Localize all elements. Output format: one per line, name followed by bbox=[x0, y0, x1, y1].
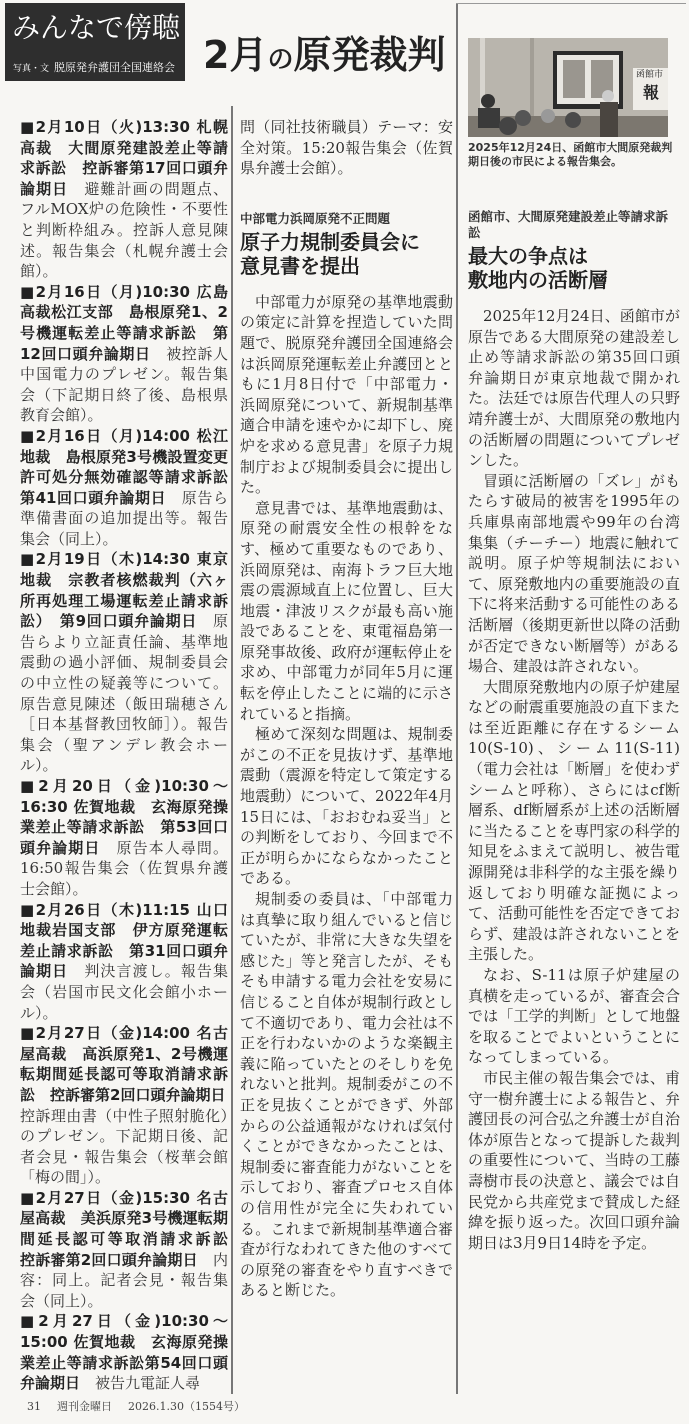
series-label-box bbox=[5, 3, 185, 81]
title-part: 2月 bbox=[203, 33, 268, 77]
headline-line: 原子力規制委員会に bbox=[240, 229, 420, 254]
article2-kicker: 函館市、大間原発建設差止等請求訴訟 bbox=[468, 209, 669, 240]
article-column-right bbox=[468, 38, 680, 1253]
schedule-entry bbox=[20, 900, 228, 1024]
schedule-entry-head: ■2月26日（木)11:15 山口地裁岩国支部 伊方原発運転差止請求訴訟 第31回口頭弁論期日 bbox=[20, 900, 228, 981]
credit-label: 写真・文 bbox=[13, 64, 50, 74]
paragraph: 大間原発敷地内の原子炉建屋などの耐震重要施設の直下または至近距離に存在するシーム10(S-10)、シーム11(S-11)（電力会社は「断層」を使わずシームと呼称）、さらにはcf断層系、df断層系が上述の活断層に当たることを専門家の科学的知見をふまえて説明し、被告電源開発は非科学的な主張を繰り返しており明確な証拠によって、活動可能性を否定できておらず、建設は許されないことを主張した。 bbox=[468, 677, 680, 964]
schedule-entry bbox=[20, 117, 228, 282]
paragraph: 中部電力が原発の基準地震動の策定に計算を捏造していた問題で、脱原発弁護団全国連絡会は浜岡原発運転差止弁護団とともに1月8日付で「中部電力・浜岡原発について、新規制基準適合申請を速やかに却下し、廃炉を求める意見書」を原子力規制庁および規制委員会に提出した。 bbox=[240, 292, 453, 497]
paragraph: 市民主催の報告集会では、甫守一樹弁護士による報告と、弁護団長の河合弘之弁護士が自治体が原告となって提訴した裁判の重要性について、当時の工藤壽樹市長の決意と、議会では自民党から共産党まで賛成した経緯を振り返った。次回口頭弁論期日は3月9日14時を予定。 bbox=[468, 1068, 680, 1252]
schedule-entry-body: 原告らより立証責任論、基準地震動の過小評価、規制委員会の中立性の疑義等について。原告意見陳述（飯田瑞穂さん［日本基督教団牧師］）。報告集会（聖アンデレ教会ホール）。 bbox=[20, 612, 228, 775]
schedule-entry-head: ■2月27日（金)14:00 名古屋高裁 高浜原発1、2号機運転期間延長認可等取消請求訴訟 控訴審第2回口頭弁論期日 bbox=[20, 1024, 228, 1104]
schedule-entry bbox=[20, 426, 244, 550]
schedule-entry bbox=[20, 549, 228, 776]
schedule-entry bbox=[20, 776, 228, 900]
headline-line: 最大の争点は bbox=[468, 244, 588, 268]
paragraph: 2025年12月24日、函館市が原告である大間原発の建設差し止め等請求訴訟の第35回口頭弁論期日が東京地裁で開かれた。法廷では原告代理人の只野靖弁護士が、大間原発の敷地内の活断層の問題についてプレゼンした。 bbox=[468, 307, 680, 470]
schedule-entry-head: ■2月16日（月)14:00 松江地裁 島根原発3号機設置変更許可処分無効確認等請求訴訟 第41回口頭弁論期日 bbox=[20, 426, 244, 507]
headline-line: 敷地内の活断層 bbox=[468, 268, 608, 292]
headline-line: 意見書を提出 bbox=[240, 253, 360, 278]
article-column-middle bbox=[240, 117, 453, 1301]
column-divider bbox=[231, 106, 233, 1394]
sign-text: 函館市 bbox=[636, 70, 664, 80]
schedule-entry-head: ■2月19日（木)14:30 東京地裁 宗教者核燃裁判（六ヶ所再処理工場運転差止請求訴訟） 第9回口頭弁論期日 bbox=[20, 550, 228, 631]
publication-name: 週刊金曜日 bbox=[57, 1400, 112, 1413]
title-part: 原発裁判 bbox=[293, 33, 446, 77]
page-number: 31 bbox=[27, 1400, 41, 1413]
schedule-entry-body: 原告ら準備書面の追加提出等。報告集会（同上）。 bbox=[20, 488, 228, 548]
article2-headline bbox=[468, 244, 680, 292]
schedule-entry-body: 避難計画の問題点、フルMOX炉の危険性・不要性と判断枠組み。控訴人意見陳述。報告集会（札幌弁護士会館）。 bbox=[20, 179, 228, 281]
title-part: の bbox=[267, 45, 294, 75]
schedule-entry bbox=[20, 1023, 241, 1188]
schedule-entry bbox=[20, 282, 228, 426]
schedule-entry-head: ■2月10日（火)13:30 札幌高裁 大間原発建設差止等請求訴訟 控訴審第17回口頭弁論期日 bbox=[20, 118, 228, 198]
paragraph: 意見書では、基準地震動は、原発の耐震安全性の根幹をなす、極めて重要なものであり、浜岡原発は、南海トラフ巨大地震の震源域直上に位置し、巨大地震・津波リスクが最も高い施設であることを、東電福島第一原発事故後、政府が運転停止を求め、中部電力が同年5月に運転を停止したことに端的に示されていると指摘。 bbox=[240, 498, 453, 723]
schedule-entry-head: ■2月27日（金)10:30～15:00 佐賀地裁 玄海原発操業差止等請求訴訟第54回口頭弁論期日 bbox=[20, 1312, 228, 1393]
schedule-entry-body: 被控訴人中国電力のプレゼン。報告集会（下記期日終了後、島根県教育会館）。 bbox=[20, 344, 228, 425]
article1-body bbox=[240, 292, 453, 1301]
column-divider bbox=[456, 3, 458, 1394]
paragraph: 規制委の委員は、「中部電力は真摯に取り組んでいると信じていたが、非常に大きな失望を感じた」等と発言したが、そもそも申請する電力会社を安易に信じること自体が規制行政として不適切であり、電力会社は不正を行わないかのような楽観主義に陥っていたとのそしりを免れないと批判。規制委がこの不正を見抜くことができず、外部からの公益通報がなければ気付くことができなかったことは、規制委に審査能力がないことを示しており、審査プロセス自体の信用性が完全に失われている。これまで新規制基準適合審査が行なわれてきた他のすべての原発の審査をやり直すべきであると断じた。 bbox=[240, 890, 453, 1300]
schedule-continuation: 問（同社技術職員）テーマ：安全対策。15:20報告集会（佐賀県弁護士会館）。 bbox=[240, 118, 453, 178]
schedule-entry-body: 判決言渡し。報告集会（岩国市民文化会館小ホール）。 bbox=[20, 962, 228, 1022]
schedule-entry-head: ■2月20日（金)10:30～16:30 佐賀地裁 玄海原発操業差止等請求訴訟 第53回口頭弁論期日 bbox=[20, 777, 228, 857]
article1-kicker: 中部電力浜岡原発不正問題 bbox=[240, 210, 391, 226]
schedule-entry-body: 控訴理由書（中性子照射脆化）のプレゼン。下記期日後、記者会見・報告集会（桜華会館「梅の間」）。 bbox=[20, 1085, 241, 1187]
schedule-entry-body: 被告九電証人尋 bbox=[80, 1374, 201, 1393]
schedule-entry-body: 原告本人尋問。16:50報告集会（佐賀県弁護士会館）。 bbox=[20, 838, 228, 898]
photo-caption: 2025年12月24日、函館市大間原発裁判期日後の市民による報告集会。 bbox=[468, 141, 673, 168]
article2-body bbox=[468, 306, 680, 1253]
page-title bbox=[203, 32, 445, 83]
top-rule bbox=[456, 3, 686, 4]
paragraph: なお、S-11は原子炉建屋の真横を走っているが、審査会合では「工学的判断」として地盤を取ることでよいということになってしまっている。 bbox=[468, 966, 680, 1067]
paragraph: 極めて深刻な問題は、規制委がこの不正を見抜けず、基準地震動（震源を特定して策定する地震動）について、2022年4月15日には、「おおむね妥当」との判断をしており、今回まで不正が明らかにならなかったことである。 bbox=[240, 725, 453, 888]
series-credit bbox=[13, 61, 175, 76]
schedule-entry-head: ■2月16日（月)10:30 広島高裁松江支部 島根原発1、2号機運転差止等請求訴訟 第12回口頭弁論期日 bbox=[20, 282, 228, 363]
issue-info: 2026.1.30（1554号） bbox=[128, 1400, 245, 1413]
article1-headline bbox=[240, 230, 453, 278]
schedule-entry-body: 内容：同上。記者会見・報告集会（同上）。 bbox=[20, 1250, 228, 1310]
article2-header bbox=[468, 209, 680, 292]
schedule-entry-head: ■2月27日（金)15:30 名古屋高裁 美浜原発3号機運転期間延長認可等取消請求訴訟 控訴審第2回口頭弁論期日 bbox=[20, 1188, 244, 1269]
schedule-entry bbox=[20, 1311, 228, 1393]
credit-org: 脱原発弁護団全国連絡会 bbox=[54, 61, 176, 74]
schedule-list bbox=[20, 117, 244, 1394]
report-meeting-photo bbox=[468, 38, 668, 137]
page-footer bbox=[27, 1400, 261, 1414]
paragraph: 冒頭に活断層の「ズレ」がもたらす破局的被害を1995年の兵庫県南部地震や99年の台湾集集（チーチー）地震に触れて説明。原子炉等規制法において、原発敷地内の重要施設の直下に将来活動する可能性のある活断層（後期更新世以降の活動が否定できない断層等）がある場合、建設は許されない。 bbox=[468, 471, 680, 676]
schedule-entry bbox=[20, 1188, 244, 1312]
series-title: みんなで傍聴 bbox=[12, 11, 181, 44]
sign-text: 報 bbox=[643, 83, 660, 102]
